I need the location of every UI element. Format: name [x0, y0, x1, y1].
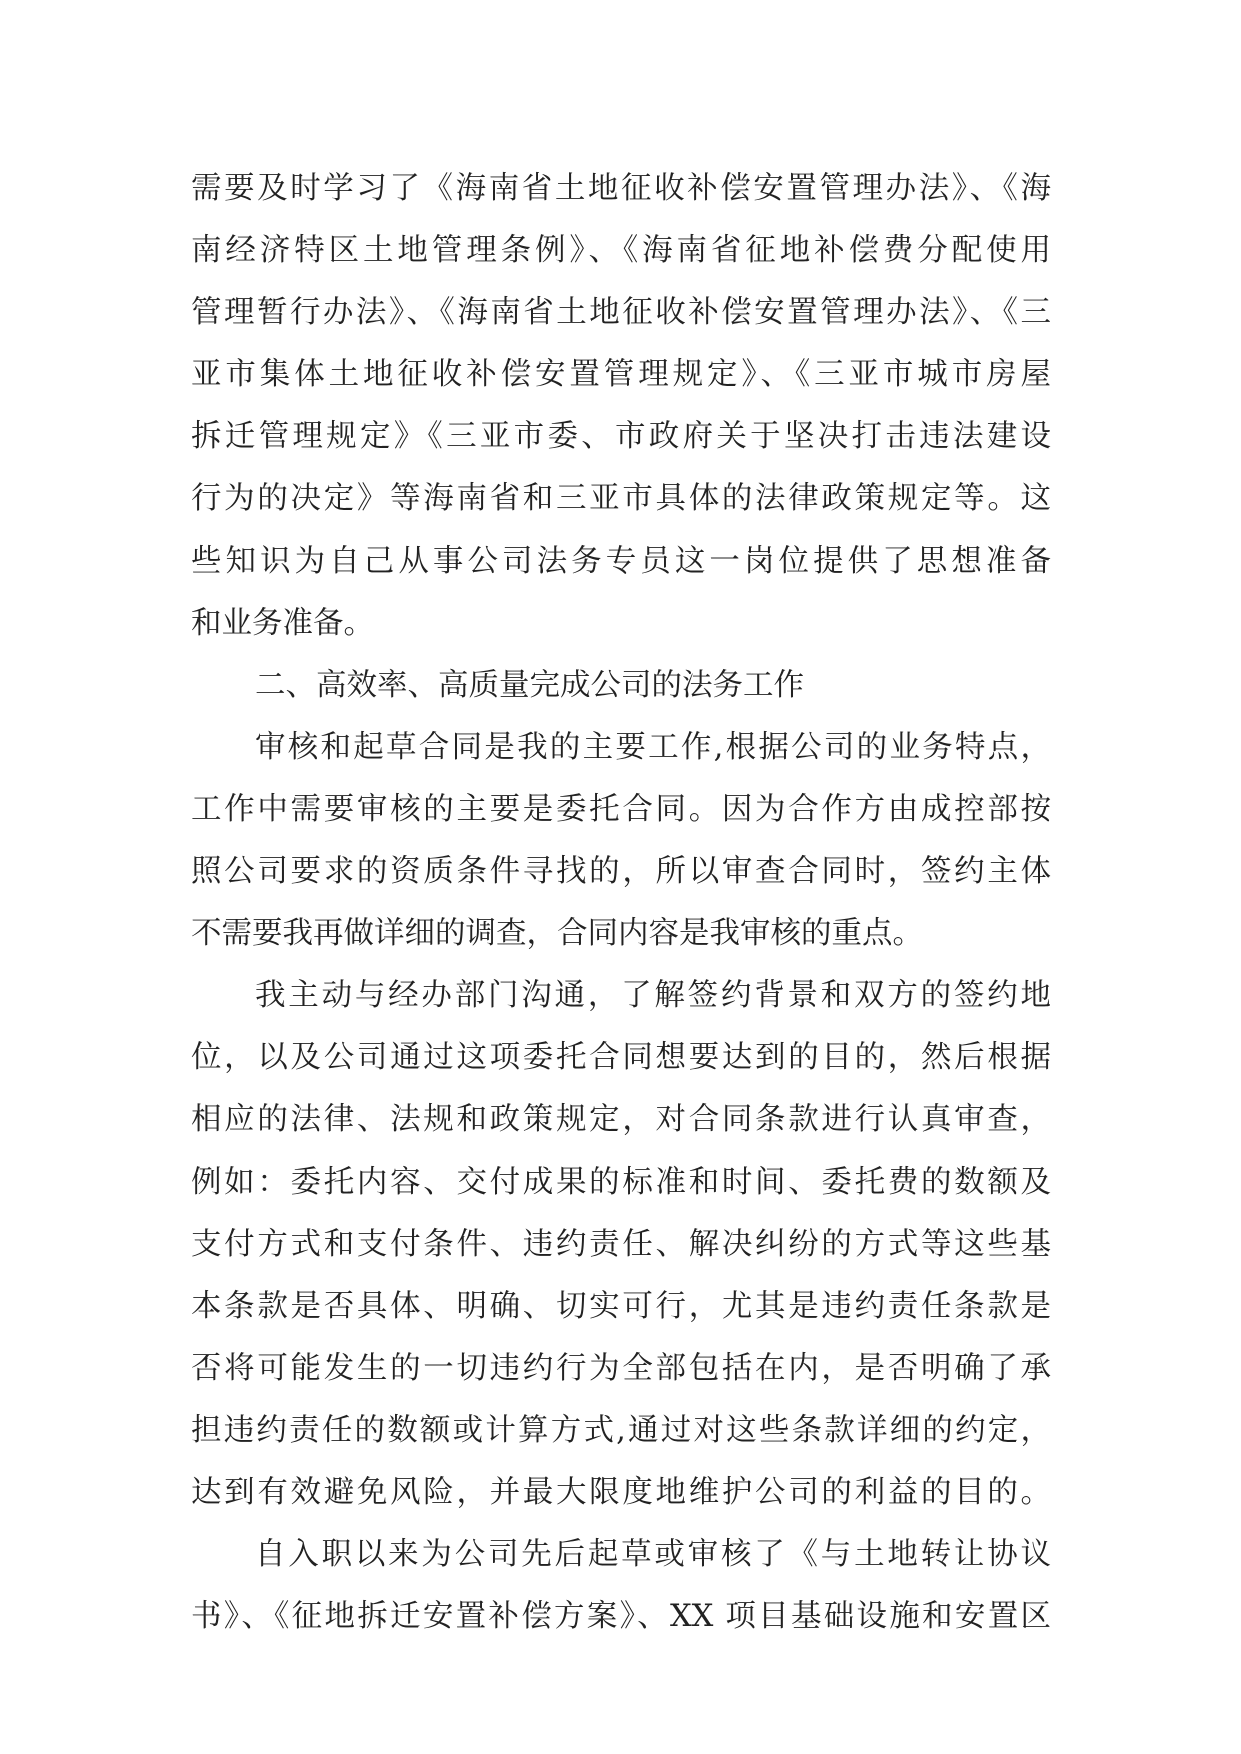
- text-line: 达到有效避免风险，并最大限度地维护公司的利益的目的。: [191, 1474, 1051, 1510]
- text-line: 亚市集体土地征收补偿安置管理规定》、《三亚市城市房屋: [191, 357, 1051, 393]
- text-line: 管理暂行办法》、《海南省土地征收补偿安置管理办法》、《三: [191, 295, 1051, 331]
- text-line: 审核和起草合同是我的主要工作,根据公司的业务特点，: [255, 729, 1051, 765]
- text-line: 相应的法律、法规和政策规定，对合同条款进行认真审查，: [191, 1102, 1051, 1138]
- text-line: 书》、《征地拆迁安置补偿方案》、XX 项目基础设施和安置区: [191, 1599, 1051, 1635]
- body-text: [191, 158, 1051, 1648]
- text-line: 二、高效率、高质量完成公司的法务工作: [255, 667, 804, 703]
- text-line: 支付方式和支付条件、违约责任、解决纠纷的方式等这些基: [191, 1226, 1051, 1262]
- text-line: 否将可能发生的一切违约行为全部包括在内，是否明确了承: [191, 1350, 1051, 1386]
- text-line: 自入职以来为公司先后起草或审核了《与土地转让协议: [255, 1537, 1051, 1573]
- text-line: 行为的决定》等海南省和三亚市具体的法律政策规定等。这: [191, 481, 1051, 517]
- text-line: 例如：委托内容、交付成果的标准和时间、委托费的数额及: [191, 1164, 1051, 1200]
- text-line: 不需要我再做详细的调查，合同内容是我审核的重点。: [191, 916, 923, 952]
- text-line: 我主动与经办部门沟通，了解签约背景和双方的签约地: [255, 978, 1051, 1014]
- text-line: 担违约责任的数额或计算方式,通过对这些条款详细的约定，: [191, 1412, 1051, 1448]
- text-line: 工作中需要审核的主要是委托合同。因为合作方由成控部按: [191, 791, 1051, 827]
- text-line: 些知识为自己从事公司法务专员这一岗位提供了思想准备: [191, 543, 1051, 579]
- text-line: 和业务准备。: [191, 605, 374, 641]
- text-line: 拆迁管理规定》《三亚市委、市政府关于坚决打击违法建设: [191, 419, 1051, 455]
- text-line: 位，以及公司通过这项委托合同想要达到的目的，然后根据: [191, 1040, 1051, 1076]
- text-line: 需要及时学习了《海南省土地征收补偿安置管理办法》、《海: [191, 171, 1051, 206]
- text-line: 照公司要求的资质条件寻找的，所以审查合同时，签约主体: [191, 854, 1051, 890]
- text-line: 本条款是否具体、明确、切实可行，尤其是违约责任条款是: [191, 1288, 1051, 1324]
- text-line: 南经济特区土地管理条例》、《海南省征地补偿费分配使用: [191, 233, 1051, 269]
